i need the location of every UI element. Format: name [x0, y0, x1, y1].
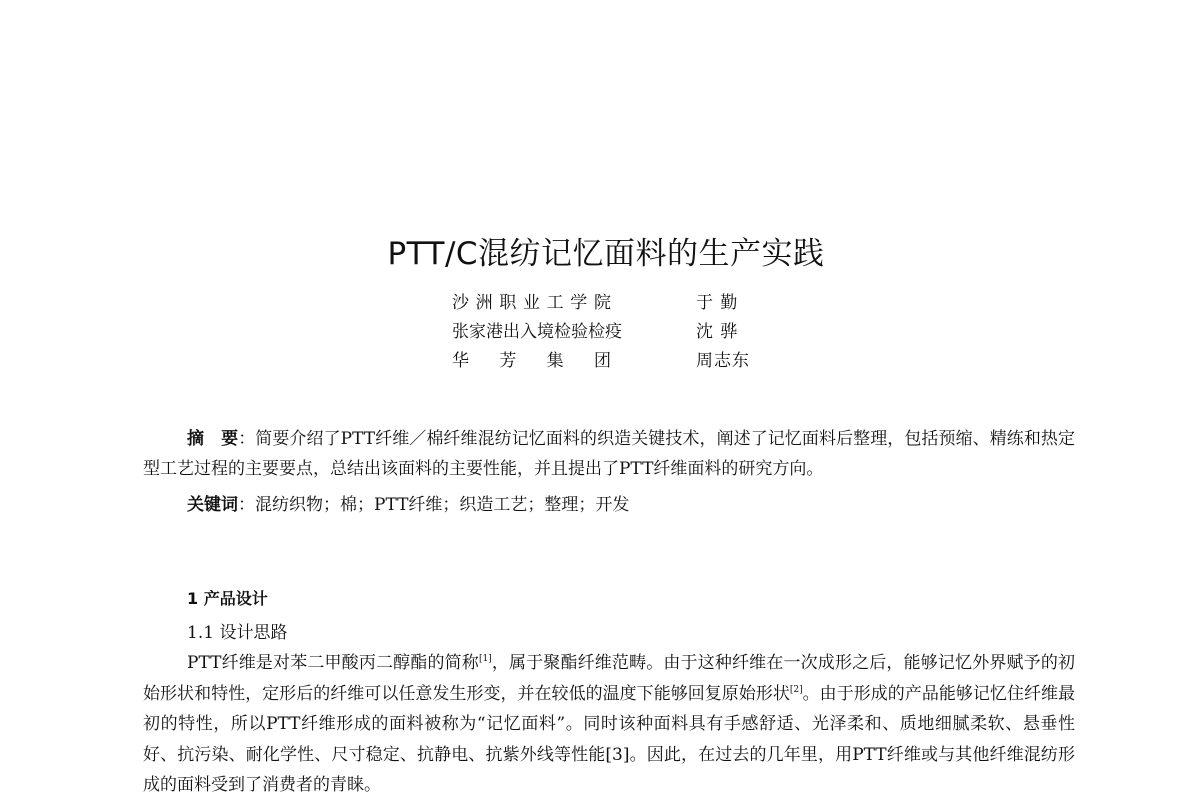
abstract-text: ：简要介绍了PTT纤维／棉纤维混纺记忆面料的织造关键技术，阐述了记忆面料后整理，包括预缩、精练和热定型工艺过程的主要要点，总结出该面料的主要性能，并且提出了PTT纤维面料的研究方向。	[143, 429, 1075, 479]
author-name-2: 沈 骅	[696, 322, 739, 342]
section-1-1-heading: 1.1 设计思路	[187, 623, 288, 643]
affiliation-3	[452, 347, 612, 376]
body-text	[143, 648, 1075, 801]
affiliation-1-char: 业	[522, 293, 541, 313]
citation-2: [2]	[789, 684, 803, 695]
affiliation-1-char: 沙	[452, 293, 470, 313]
body-p1-part1: PTT纤维是对苯二甲酸丙二醇酯的简称	[187, 653, 479, 673]
affiliation-1-char: 洲	[475, 293, 494, 313]
affiliation-2-text: 张家港出入境检验检疫	[452, 322, 622, 342]
affiliation-1-char: 职	[499, 293, 518, 313]
affiliation-1	[452, 289, 612, 318]
author-row-1	[452, 289, 792, 318]
affiliation-3-char: 华	[452, 351, 470, 371]
author-row-3	[452, 347, 792, 376]
body-p1-part3: 。由于形成的产品能够记忆住纤维最初的特性，所以PTT纤维形成的面料被称为“记忆面料”。同时该种面料具有手感舒适、光泽柔和、质地细腻柔软、悬垂性好、抗污染、耐化学性、尺寸稳定、抗静电、抗紫外线等性能[3]。因此，在过去的几年里，用PTT纤维或与其他纤维混纺形成的面料受到了消费者的青睐。	[143, 683, 1076, 795]
affiliation-1-char: 学	[570, 293, 589, 313]
abstract-block	[143, 424, 1075, 520]
author-name-3: 周志东	[696, 351, 750, 371]
abstract-paragraph	[143, 424, 1075, 484]
citation-1: [1]	[478, 654, 492, 664]
author-row-2	[452, 318, 792, 347]
paper-title: PTT/C混纺记忆面料的生产实践	[387, 236, 825, 272]
author-block	[452, 289, 792, 376]
body-p1-part2: ，属于聚酯纤维范畴。由于这种纤维在一次成形之后，能够记忆外界赋予的初始形状和特性，定形后的纤维可以任意发生形变，并在较低的温度下能够回复原始形状	[143, 653, 1075, 704]
affiliation-3-char: 集	[546, 351, 565, 371]
affiliation-1-char: 院	[593, 293, 612, 313]
author-name-1: 于 勤	[696, 293, 739, 313]
section-1-heading: 1 产品设计	[187, 589, 268, 608]
affiliation-2	[452, 318, 622, 347]
affiliation-3-char: 芳	[499, 351, 518, 371]
keywords-label: 关键词	[187, 495, 238, 515]
keywords-paragraph	[143, 490, 1075, 520]
keywords-text: ：混纺织物；棉；PTT纤维；织造工艺；整理；开发	[238, 495, 630, 515]
section-headings	[187, 585, 287, 647]
affiliation-3-char: 团	[593, 351, 612, 371]
affiliation-1-char: 工	[546, 293, 565, 313]
body-paragraph-1	[143, 648, 1075, 801]
abstract-label: 摘 要	[187, 429, 239, 449]
